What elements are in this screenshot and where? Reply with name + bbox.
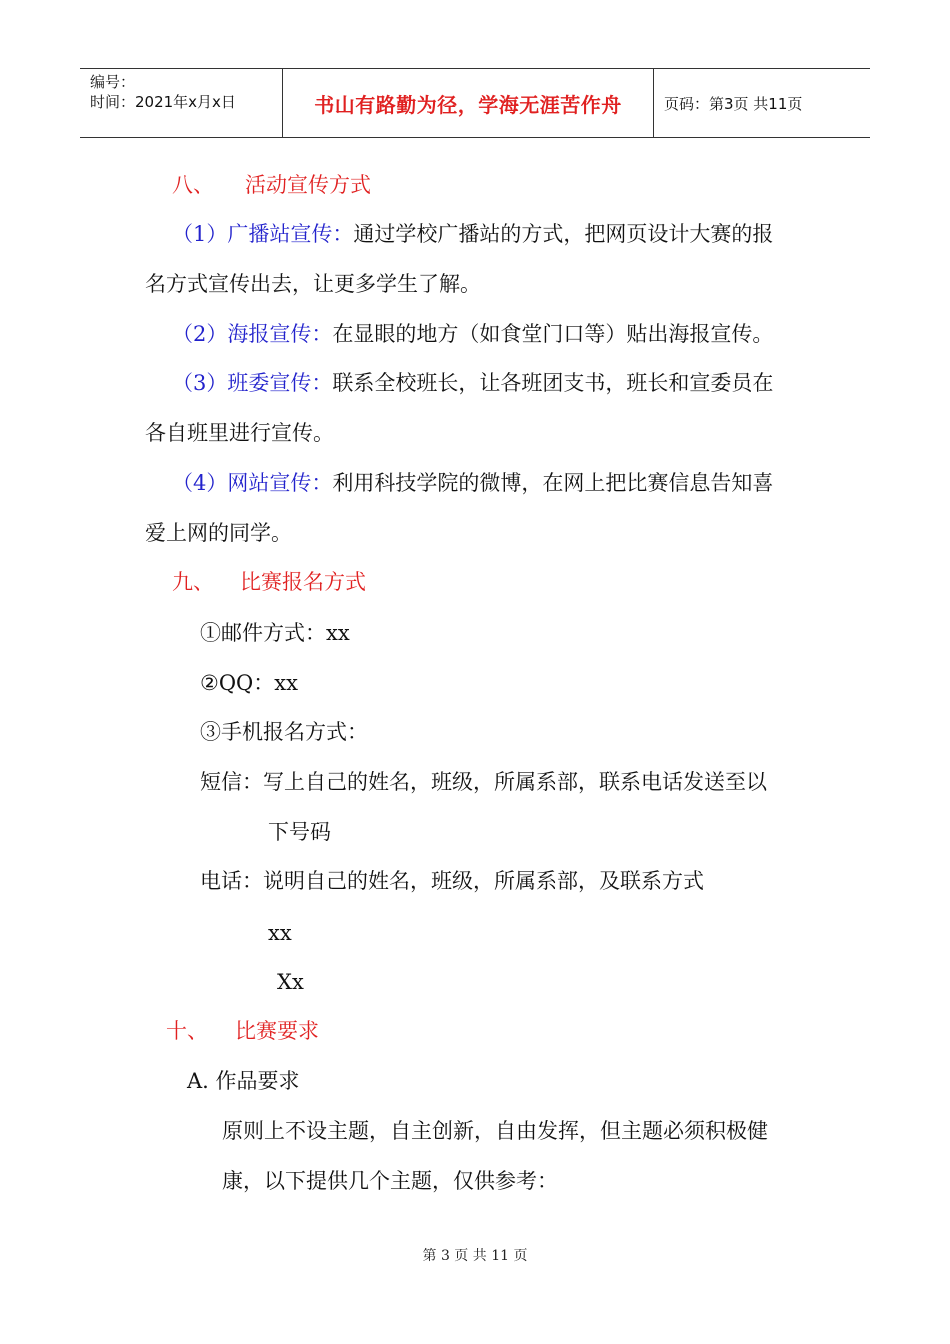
header-motto: 书山有路勤为径，学海无涯苦作舟 [314,92,622,117]
section10-number: 十、 [166,1019,208,1043]
item-text-continued: 名方式宣传出去，让更多学生了解。 [145,272,481,296]
list-item [172,369,773,397]
page-number-label: 页码：第3页 共11页 [664,94,803,113]
item-label: （1）广播站宣传： [172,222,354,246]
qq-line: ②QQ：xx [200,671,298,695]
list-item [172,320,773,348]
item-text: 利用科技学院的微博，在网上把比赛信息告知喜 [332,471,774,495]
section8-title: 活动宣传方式 [245,173,371,197]
email-line: ①邮件方式：xx [200,621,350,645]
section9-number: 九、 [172,570,214,594]
header-right-cell [654,69,870,137]
list-item [172,469,773,497]
item-label: （3）班委宣传： [172,371,333,395]
number-label: 编号： [90,73,136,91]
item-text: 联系全校班长，让各班团支书，班长和宣委员在 [332,371,774,395]
section8-number: 八、 [172,173,214,197]
header-left-cell [80,69,283,137]
sms-line-continued: 下号码 [268,820,331,844]
item-text: 在显眼的地方（如食堂门口等）贴出海报宣传。 [332,322,774,346]
item-text-continued: 各自班里进行宣传。 [145,421,334,445]
paragraph-line: 原则上不设主题，自主创新，自由发挥，但主题必须积极健 [222,1119,768,1143]
item-label: （4）网站宣传： [172,471,333,495]
page-footer: 第 3 页 共 11 页 [422,1248,528,1264]
section10-title: 比赛要求 [235,1019,319,1043]
item-label: （2）海报宣传： [172,322,333,346]
item-text-continued: 爱上网的同学。 [145,521,292,545]
list-item [172,220,773,248]
subsection-heading: A. 作品要求 [187,1069,300,1093]
time-label: 时间：2021年x月x日 [90,93,236,111]
header-table [80,68,870,138]
value-line: xx [268,921,292,945]
section9-title: 比赛报名方式 [240,570,366,594]
value-line: Xx [277,970,304,994]
call-line: 电话：说明自己的姓名，班级，所属系部，及联系方式 [200,869,704,893]
phone-line: ③手机报名方式： [200,720,368,744]
item-text: 通过学校广播站的方式，把网页设计大赛的报 [353,222,774,246]
sms-line: 短信：写上自己的姓名，班级，所属系部，联系电话发送至以 [200,770,767,794]
paragraph-line: 康，以下提供几个主题，仅供参考： [222,1169,558,1193]
header-center-cell [283,69,654,137]
